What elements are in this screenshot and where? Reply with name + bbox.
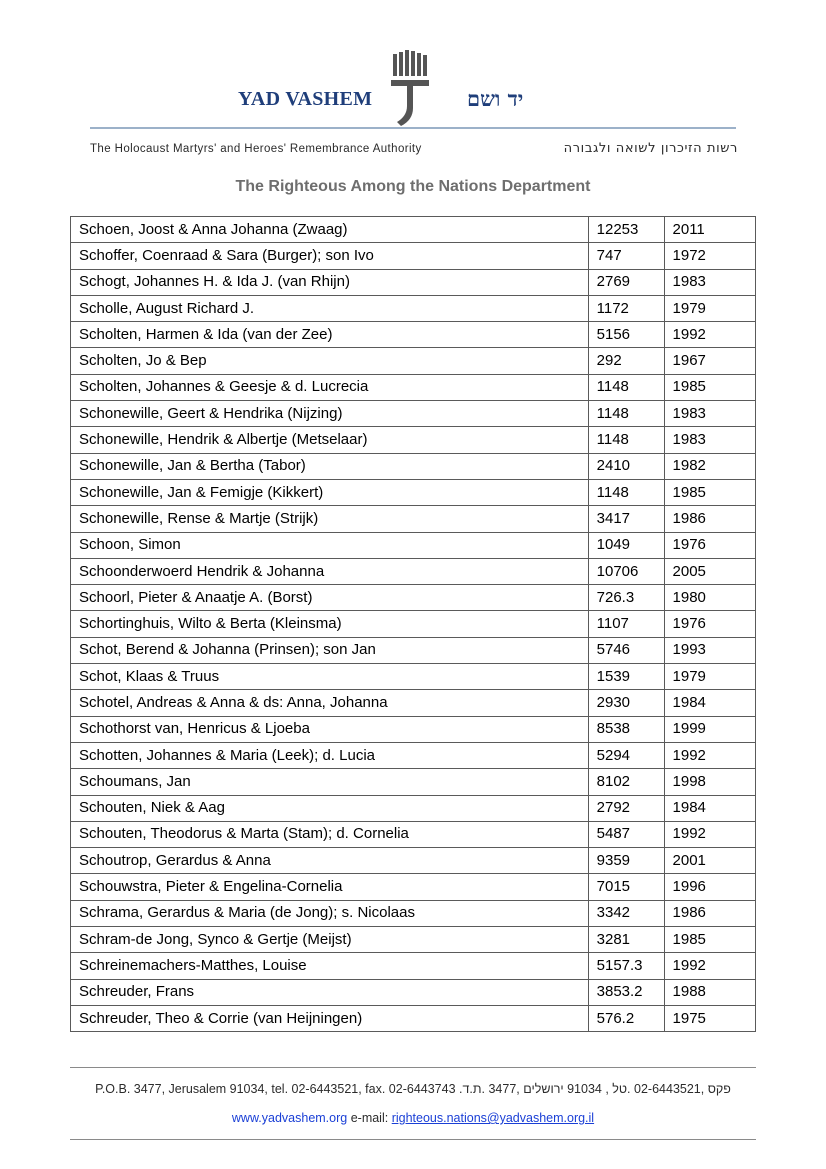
table-row [71, 269, 756, 295]
file-number-cell: 1148 [588, 374, 664, 400]
recognition-year-cell: 1975 [664, 1005, 755, 1031]
righteous-name-cell: Schouwstra, Pieter & Engelina-Cornelia [71, 874, 589, 900]
table-row [71, 690, 756, 716]
recognition-year-cell: 1986 [664, 506, 755, 532]
letterhead-divider [90, 127, 736, 129]
table-row [71, 927, 756, 953]
righteous-name-cell: Schotten, Johannes & Maria (Leek); d. Lucia [71, 742, 589, 768]
table-row [71, 558, 756, 584]
table-row [71, 585, 756, 611]
file-number-cell: 8102 [588, 769, 664, 795]
recognition-year-cell: 1976 [664, 611, 755, 637]
file-number-cell: 8538 [588, 716, 664, 742]
file-number-cell: 2930 [588, 690, 664, 716]
recognition-year-cell: 1983 [664, 269, 755, 295]
table-row [71, 821, 756, 847]
righteous-name-cell: Schreuder, Theo & Corrie (van Heijningen) [71, 1005, 589, 1031]
recognition-year-cell: 2001 [664, 848, 755, 874]
table-row [71, 401, 756, 427]
recognition-year-cell: 1972 [664, 243, 755, 269]
righteous-name-cell: Schonewille, Jan & Femigje (Kikkert) [71, 479, 589, 505]
righteous-name-cell: Schoon, Simon [71, 532, 589, 558]
authority-name-he: רשות הזיכרון לשואה ולגבורה [563, 141, 738, 156]
file-number-cell: 292 [588, 348, 664, 374]
file-number-cell: 3281 [588, 927, 664, 953]
table-row [71, 243, 756, 269]
table-row [71, 769, 756, 795]
righteous-name-cell: Schoorl, Pieter & Anaatje A. (Borst) [71, 585, 589, 611]
recognition-year-cell: 1993 [664, 637, 755, 663]
yad-vashem-name-en: YAD VASHEM [238, 88, 373, 110]
recognition-year-cell: 1979 [664, 664, 755, 690]
table-row [71, 506, 756, 532]
righteous-name-cell: Schoffer, Coenraad & Sara (Burger); son Ivo [71, 243, 589, 269]
table-row [71, 1005, 756, 1031]
recognition-year-cell: 1980 [664, 585, 755, 611]
file-number-cell: 726.3 [588, 585, 664, 611]
table-row [71, 348, 756, 374]
righteous-name-cell: Schotel, Andreas & Anna & ds: Anna, Johanna [71, 690, 589, 716]
table-row [71, 611, 756, 637]
recognition-year-cell: 1984 [664, 690, 755, 716]
file-number-cell: 5294 [588, 742, 664, 768]
righteous-name-cell: Schonewille, Jan & Bertha (Tabor) [71, 453, 589, 479]
table-row [71, 453, 756, 479]
righteous-name-cell: Scholten, Harmen & Ida (van der Zee) [71, 322, 589, 348]
authority-name-en: The Holocaust Martyrs' and Heroes' Remembrance Authority [90, 143, 422, 155]
recognition-year-cell: 1992 [664, 953, 755, 979]
table-row [71, 374, 756, 400]
file-number-cell: 5157.3 [588, 953, 664, 979]
righteous-name-cell: Schoutrop, Gerardus & Anna [71, 848, 589, 874]
table-row [71, 532, 756, 558]
righteous-name-cell: Schortinghuis, Wilto & Berta (Kleinsma) [71, 611, 589, 637]
table-row [71, 900, 756, 926]
righteous-name-cell: Schram-de Jong, Synco & Gertje (Meijst) [71, 927, 589, 953]
recognition-year-cell: 1967 [664, 348, 755, 374]
letterhead [0, 0, 826, 170]
recognition-year-cell: 1982 [664, 453, 755, 479]
file-number-cell: 1049 [588, 532, 664, 558]
footer-divider-bottom [70, 1139, 756, 1140]
recognition-year-cell: 2011 [664, 217, 755, 243]
recognition-year-cell: 1998 [664, 769, 755, 795]
table-row [71, 953, 756, 979]
recognition-year-cell: 1976 [664, 532, 755, 558]
recognition-year-cell: 1985 [664, 374, 755, 400]
righteous-name-cell: Scholten, Johannes & Geesje & d. Lucrecia [71, 374, 589, 400]
file-number-cell: 10706 [588, 558, 664, 584]
righteous-name-cell: Schogt, Johannes H. & Ida J. (van Rhijn) [71, 269, 589, 295]
table-row [71, 664, 756, 690]
file-number-cell: 12253 [588, 217, 664, 243]
file-number-cell: 3417 [588, 506, 664, 532]
righteous-list-body [71, 217, 756, 1032]
file-number-cell: 1107 [588, 611, 664, 637]
recognition-year-cell: 1988 [664, 979, 755, 1005]
file-number-cell: 1148 [588, 479, 664, 505]
table-row [71, 979, 756, 1005]
file-number-cell: 1539 [588, 664, 664, 690]
recognition-year-cell: 1992 [664, 821, 755, 847]
file-number-cell: 9359 [588, 848, 664, 874]
department-title: The Righteous Among the Nations Department [235, 178, 591, 195]
recognition-year-cell: 1992 [664, 322, 755, 348]
recognition-year-cell: 2005 [664, 558, 755, 584]
righteous-name-cell: Schonewille, Hendrik & Albertje (Metselaar) [71, 427, 589, 453]
yad-vashem-name-he: יד ושם [467, 86, 524, 111]
file-number-cell: 7015 [588, 874, 664, 900]
yad-vashem-emblem-icon [385, 50, 437, 128]
file-number-cell: 2792 [588, 795, 664, 821]
recognition-year-cell: 1984 [664, 795, 755, 821]
recognition-year-cell: 1996 [664, 874, 755, 900]
recognition-year-cell: 1983 [664, 427, 755, 453]
file-number-cell: 5156 [588, 322, 664, 348]
righteous-name-cell: Scholle, August Richard J. [71, 295, 589, 321]
recognition-year-cell: 1986 [664, 900, 755, 926]
recognition-year-cell: 1983 [664, 401, 755, 427]
table-row [71, 874, 756, 900]
righteous-name-cell: Schouten, Niek & Aag [71, 795, 589, 821]
table-row [71, 479, 756, 505]
table-row [71, 322, 756, 348]
file-number-cell: 2410 [588, 453, 664, 479]
file-number-cell: 2769 [588, 269, 664, 295]
website-link[interactable]: www.yadvashem.org [231, 1111, 348, 1125]
righteous-name-cell: Scholten, Jo & Bep [71, 348, 589, 374]
righteous-name-cell: Schreuder, Frans [71, 979, 589, 1005]
file-number-cell: 5746 [588, 637, 664, 663]
righteous-name-cell: Schrama, Gerardus & Maria (de Jong); s. Nicolaas [71, 900, 589, 926]
table-row [71, 217, 756, 243]
table-row [71, 295, 756, 321]
file-number-cell: 3342 [588, 900, 664, 926]
file-number-cell: 1172 [588, 295, 664, 321]
file-number-cell: 3853.2 [588, 979, 664, 1005]
righteous-name-cell: Schonewille, Geert & Hendrika (Nijzing) [71, 401, 589, 427]
recognition-year-cell: 1985 [664, 927, 755, 953]
table-row [71, 848, 756, 874]
righteous-name-cell: Schot, Klaas & Truus [71, 664, 589, 690]
file-number-cell: 747 [588, 243, 664, 269]
righteous-name-cell: Schouten, Theodorus & Marta (Stam); d. Cornelia [71, 821, 589, 847]
table-row [71, 427, 756, 453]
recognition-year-cell: 1985 [664, 479, 755, 505]
righteous-name-cell: Schot, Berend & Johanna (Prinsen); son Jan [71, 637, 589, 663]
table-row [71, 637, 756, 663]
file-number-cell: 1148 [588, 427, 664, 453]
righteous-name-cell: Schoonderwoerd Hendrik & Johanna [71, 558, 589, 584]
footer-divider-top [70, 1067, 756, 1068]
table-row [71, 742, 756, 768]
righteous-name-cell: Schonewille, Rense & Martje (Strijk) [71, 506, 589, 532]
righteous-list-table [70, 216, 756, 1032]
email-link[interactable]: righteous.nations@yadvashem.org.il [391, 1111, 595, 1125]
table-row [71, 795, 756, 821]
righteous-name-cell: Schothorst van, Henricus & Ljoeba [71, 716, 589, 742]
file-number-cell: 576.2 [588, 1005, 664, 1031]
file-number-cell: 1148 [588, 401, 664, 427]
footer-contact [0, 1111, 826, 1125]
footer-address: P.O.B. 3477, Jerusalem 91034, tel. 02-6443521, fax. 02-6443743 .פקס ,02-6443521 .טל , 91034 ירושלים ,3477 .ת.ד [95, 1082, 731, 1096]
file-number-cell: 5487 [588, 821, 664, 847]
email-label: e-mail: [350, 1111, 389, 1125]
recognition-year-cell: 1979 [664, 295, 755, 321]
righteous-name-cell: Schoen, Joost & Anna Johanna (Zwaag) [71, 217, 589, 243]
recognition-year-cell: 1999 [664, 716, 755, 742]
table-row [71, 716, 756, 742]
righteous-name-cell: Schreinemachers-Matthes, Louise [71, 953, 589, 979]
righteous-name-cell: Schoumans, Jan [71, 769, 589, 795]
recognition-year-cell: 1992 [664, 742, 755, 768]
